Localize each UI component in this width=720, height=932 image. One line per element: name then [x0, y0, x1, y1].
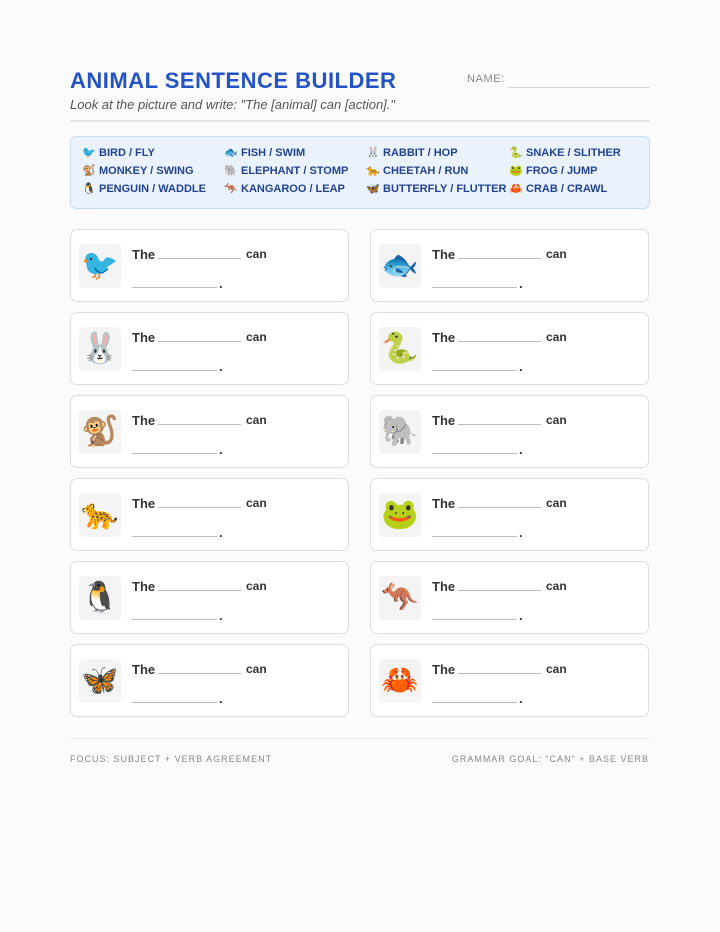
- word-bank: [70, 136, 650, 209]
- name-field[interactable]: [508, 87, 650, 88]
- word-the: The: [132, 413, 156, 428]
- cheetah-icon: 🐆: [79, 493, 121, 537]
- sentence-card: [370, 229, 649, 302]
- page-title: ANIMAL SENTENCE BUILDER: [70, 68, 397, 93]
- word-bank-label: BUTTERFLY / FLUTTER: [383, 183, 507, 195]
- word-bank-item: [82, 183, 206, 195]
- sentence-card: [70, 561, 349, 634]
- action-blank[interactable]: [132, 536, 217, 537]
- word-the: The: [432, 413, 456, 428]
- elephant-icon: 🐘: [379, 410, 421, 454]
- name-field-group: [467, 73, 650, 93]
- animal-blank[interactable]: [158, 424, 241, 425]
- crab-icon: 🦀: [509, 182, 523, 195]
- word-bank-item: [82, 165, 194, 177]
- word-bank-item: [509, 183, 607, 195]
- rabbit-icon: 🐰: [79, 327, 121, 371]
- fish-icon: 🐟: [224, 146, 238, 159]
- frog-icon: 🐸: [379, 493, 421, 537]
- word-can: can: [246, 579, 267, 593]
- word-bank-item: [224, 165, 348, 177]
- animal-blank[interactable]: [458, 673, 541, 674]
- animal-blank[interactable]: [158, 590, 241, 591]
- word-can: can: [246, 330, 267, 344]
- period: .: [219, 608, 223, 623]
- period: .: [219, 276, 223, 291]
- sentence-card: [70, 395, 349, 468]
- footer-focus: FOCUS: SUBJECT + VERB AGREEMENT: [70, 754, 273, 764]
- action-blank[interactable]: [432, 702, 517, 703]
- word-bank-item: [366, 147, 458, 159]
- animal-blank[interactable]: [158, 673, 241, 674]
- word-the: The: [432, 496, 456, 511]
- monkey-icon: 🐒: [79, 410, 121, 454]
- period: .: [519, 525, 523, 540]
- snake-icon: 🐍: [509, 146, 523, 159]
- penguin-icon: 🐧: [82, 182, 96, 195]
- word-bank-label: CHEETAH / RUN: [383, 165, 469, 177]
- animal-blank[interactable]: [458, 507, 541, 508]
- word-bank-item: [509, 147, 621, 159]
- word-the: The: [432, 330, 456, 345]
- word-bank-item: [366, 165, 468, 177]
- bird-icon: 🐦: [82, 146, 96, 159]
- period: .: [219, 359, 223, 374]
- period: .: [219, 525, 223, 540]
- action-blank[interactable]: [432, 453, 517, 454]
- period: .: [519, 442, 523, 457]
- crab-icon: 🦀: [379, 659, 421, 703]
- snake-icon: 🐍: [379, 327, 421, 371]
- word-can: can: [546, 579, 567, 593]
- animal-blank[interactable]: [158, 258, 241, 259]
- word-can: can: [546, 330, 567, 344]
- animal-blank[interactable]: [158, 341, 241, 342]
- word-bank-item: [82, 147, 155, 159]
- cheetah-icon: 🐆: [366, 164, 380, 177]
- footer-divider: [70, 738, 650, 739]
- kangaroo-icon: 🦘: [224, 182, 238, 195]
- action-blank[interactable]: [132, 619, 217, 620]
- period: .: [219, 691, 223, 706]
- action-blank[interactable]: [432, 619, 517, 620]
- word-bank-label: SNAKE / SLITHER: [526, 147, 621, 159]
- animal-blank[interactable]: [458, 424, 541, 425]
- action-blank[interactable]: [432, 536, 517, 537]
- word-the: The: [132, 496, 156, 511]
- word-bank-label: RABBIT / HOP: [383, 147, 458, 159]
- action-blank[interactable]: [432, 287, 517, 288]
- word-the: The: [432, 662, 456, 677]
- frog-icon: 🐸: [509, 164, 523, 177]
- word-bank-label: FROG / JUMP: [526, 165, 598, 177]
- header-divider: [70, 120, 650, 122]
- fish-icon: 🐟: [379, 244, 421, 288]
- sentence-card: [70, 644, 349, 717]
- word-can: can: [246, 247, 267, 261]
- butterfly-icon: 🦋: [79, 659, 121, 703]
- animal-blank[interactable]: [458, 590, 541, 591]
- word-can: can: [546, 662, 567, 676]
- word-can: can: [246, 662, 267, 676]
- word-can: can: [546, 247, 567, 261]
- sentence-card: [370, 561, 649, 634]
- sentence-card: [70, 312, 349, 385]
- word-bank-label: BIRD / FLY: [99, 147, 155, 159]
- animal-blank[interactable]: [158, 507, 241, 508]
- word-bank-label: CRAB / CRAWL: [526, 183, 608, 195]
- sentence-card: [70, 478, 349, 551]
- word-the: The: [132, 330, 156, 345]
- period: .: [519, 608, 523, 623]
- animal-blank[interactable]: [458, 341, 541, 342]
- action-blank[interactable]: [132, 370, 217, 371]
- word-can: can: [246, 496, 267, 510]
- word-bank-label: KANGAROO / LEAP: [241, 183, 345, 195]
- word-bank-label: ELEPHANT / STOMP: [241, 165, 349, 177]
- word-bank-label: PENGUIN / WADDLE: [99, 183, 206, 195]
- rabbit-icon: 🐰: [366, 146, 380, 159]
- word-the: The: [432, 247, 456, 262]
- name-label: NAME:: [467, 73, 505, 85]
- sentence-card: [370, 478, 649, 551]
- header: [70, 68, 650, 118]
- butterfly-icon: 🦋: [366, 182, 380, 195]
- word-the: The: [132, 579, 156, 594]
- word-bank-item: [224, 183, 345, 195]
- word-bank-item: [509, 165, 598, 177]
- sentence-card: [70, 229, 349, 302]
- period: .: [219, 442, 223, 457]
- word-can: can: [546, 496, 567, 510]
- action-blank[interactable]: [132, 702, 217, 703]
- period: .: [519, 359, 523, 374]
- word-bank-item: [224, 147, 305, 159]
- period: .: [519, 691, 523, 706]
- instructions: Look at the picture and write: "The [animal] can [action].": [70, 97, 396, 112]
- footer-goal: GRAMMAR GOAL: "CAN" + BASE VERB: [451, 754, 649, 764]
- sentence-card: [370, 312, 649, 385]
- sentence-card: [370, 644, 649, 717]
- period: .: [519, 276, 523, 291]
- word-bank-label: FISH / SWIM: [241, 147, 306, 159]
- word-the: The: [132, 247, 156, 262]
- word-bank-label: MONKEY / SWING: [99, 165, 194, 177]
- monkey-icon: 🐒: [82, 164, 96, 177]
- sentence-card: [370, 395, 649, 468]
- word-can: can: [546, 413, 567, 427]
- penguin-icon: 🐧: [79, 576, 121, 620]
- action-blank[interactable]: [132, 453, 217, 454]
- word-the: The: [132, 662, 156, 677]
- word-the: The: [432, 579, 456, 594]
- animal-blank[interactable]: [458, 258, 541, 259]
- bird-icon: 🐦: [79, 244, 121, 288]
- elephant-icon: 🐘: [224, 164, 238, 177]
- word-bank-item: [366, 183, 506, 195]
- action-blank[interactable]: [132, 287, 217, 288]
- word-can: can: [246, 413, 267, 427]
- kangaroo-icon: 🦘: [379, 576, 421, 620]
- action-blank[interactable]: [432, 370, 517, 371]
